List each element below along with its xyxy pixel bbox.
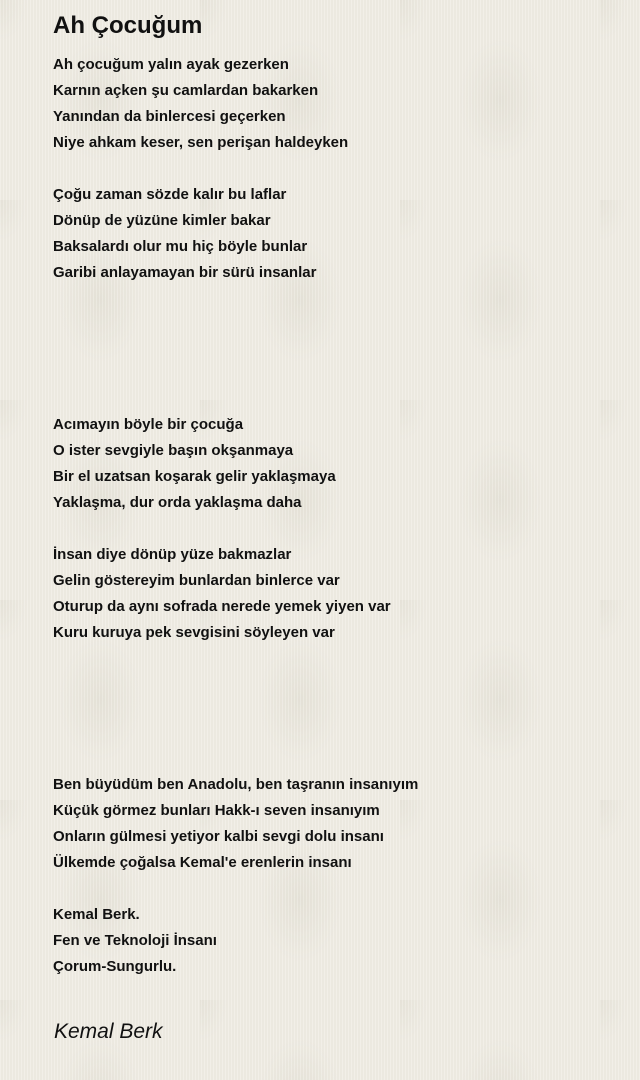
poem-line: O ister sevgiyle başın okşanmaya — [53, 442, 294, 459]
stanza-gap — [53, 516, 613, 542]
poem-line: Yanından da binlercesi geçerken — [53, 108, 286, 125]
poem-line: Karnın açken şu camlardan bakarken — [53, 82, 319, 99]
poem-line: Oturup da aynı sofrada nerede yemek yiyen var — [53, 598, 391, 615]
stanza-2 — [53, 182, 613, 286]
poem-line: Yaklaşma, dur orda yaklaşma daha — [53, 494, 302, 511]
stanza-gap — [53, 156, 613, 182]
poem-line: Küçük görmez bunları Hakk-ı seven insanıyım — [53, 802, 380, 819]
signature-line: Kemal Berk. — [53, 906, 140, 923]
stanza-gap — [53, 876, 613, 902]
signature-line: Çorum-Sungurlu. — [53, 958, 177, 975]
poem-body — [53, 52, 613, 980]
poem-line: Bir el uzatsan koşarak gelir yaklaşmaya — [53, 468, 336, 485]
poem-line: Niye ahkam keser, sen perişan haldeyken — [53, 134, 349, 151]
poem-line: Ülkemde çoğalsa Kemal'e erenlerin insanı — [53, 854, 352, 871]
section-gap — [53, 286, 613, 412]
section-gap — [53, 646, 613, 772]
poem-line: Baksalardı olur mu hiç böyle bunlar — [53, 238, 308, 255]
poem-line: İnsan diye dönüp yüze bakmazlar — [53, 546, 292, 563]
poem-line: Ben büyüdüm ben Anadolu, ben taşranın insanıyım — [53, 776, 419, 793]
poem-title: Ah Çocuğum — [53, 12, 203, 39]
signature-block — [53, 902, 613, 980]
poem-line: Garibi anlayamayan bir sürü insanlar — [53, 264, 317, 281]
stanza-5 — [53, 772, 613, 876]
poem-line: Ah çocuğum yalın ayak gezerken — [53, 56, 289, 73]
stanza-4 — [53, 542, 613, 646]
poem-line: Onların gülmesi yetiyor kalbi sevgi dolu insanı — [53, 828, 384, 845]
poem-line: Dönüp de yüzüne kimler bakar — [53, 212, 271, 229]
poem-line: Kuru kuruya pek sevgisini söyleyen var — [53, 624, 335, 641]
poem-line: Gelin göstereyim bunlardan binlerce var — [53, 572, 340, 589]
poem-line: Çoğu zaman sözde kalır bu laflar — [53, 186, 287, 203]
signature-line: Fen ve Teknoloji İnsanı — [53, 932, 217, 949]
poem-author: Kemal Berk — [54, 1020, 163, 1043]
poem-line: Acımayın böyle bir çocuğa — [53, 416, 244, 433]
stanza-1 — [53, 52, 613, 156]
stanza-3 — [53, 412, 613, 516]
